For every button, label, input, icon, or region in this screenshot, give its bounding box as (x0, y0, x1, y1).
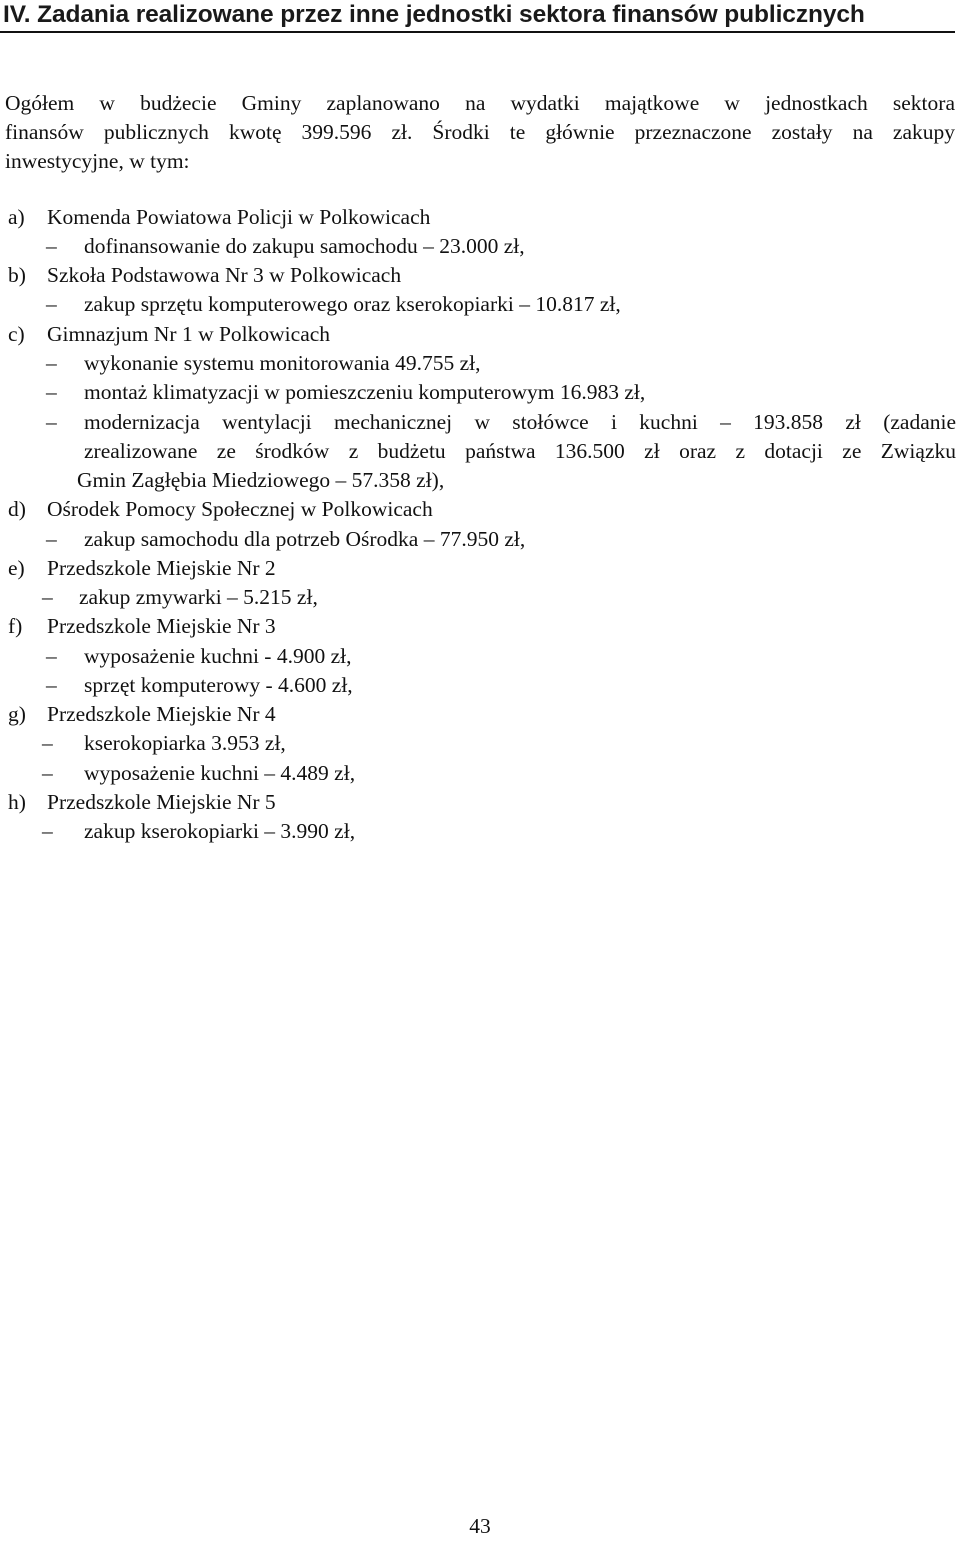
sub-item-text: wykonanie systemu monitorowania 49.755 zł, (84, 351, 481, 375)
sub-item-text: wyposażenie kuchni – 4.489 zł, (84, 761, 356, 785)
sub-item-text: Gmin Zagłębia Miedziowego – 57.358 zł), (77, 468, 445, 492)
item-letter: f) (8, 614, 23, 638)
item-name: Gimnazjum Nr 1 w Polkowicach (47, 322, 331, 346)
item-name: Przedszkole Miejskie Nr 3 (47, 614, 276, 638)
item-letter: g) (8, 702, 26, 726)
item-name: Ośrodek Pomocy Społecznej w Polkowicach (47, 497, 433, 521)
sub-item-text: zakup sprzętu komputerowego oraz kserokopiarki – 10.817 zł, (84, 292, 621, 316)
dash-bullet: – (46, 351, 57, 375)
sub-item-text: zakup samochodu dla potrzeb Ośrodka – 77.950 zł, (84, 527, 526, 551)
section-title: IV. Zadania realizowane przez inne jednostki sektora finansów publicznych (3, 1, 865, 28)
intro-line-1: Ogółem w budżecie Gminy zaplanowano na wydatki majątkowe w jednostkach sektora (5, 91, 955, 115)
dash-bullet: – (46, 644, 57, 668)
dash-bullet: – (42, 585, 53, 609)
dash-bullet: – (42, 761, 53, 785)
intro-line-2: finansów publicznych kwotę 399.596 zł. Środki te głównie przeznaczone zostały na zakupy (5, 120, 955, 144)
sub-item-text: sprzęt komputerowy - 4.600 zł, (84, 673, 353, 697)
dash-bullet: – (42, 819, 53, 843)
intro-line-3: inwestycyjne, w tym: (5, 149, 190, 173)
sub-item-text: modernizacja wentylacji mechanicznej w stołówce i kuchni – 193.858 zł (zadanie (84, 410, 956, 434)
item-letter: a) (8, 205, 25, 229)
item-letter: b) (8, 263, 26, 287)
dash-bullet: – (46, 234, 57, 258)
dash-bullet: – (46, 410, 57, 434)
item-letter: d) (8, 497, 26, 521)
sub-item-text: zrealizowane ze środków z budżetu państwa 136.500 zł oraz z dotacji ze Związku (84, 439, 956, 463)
item-name: Komenda Powiatowa Policji w Polkowicach (47, 205, 431, 229)
sub-item-text: zakup zmywarki – 5.215 zł, (79, 585, 318, 609)
item-letter: h) (8, 790, 26, 814)
title-underline (0, 31, 955, 33)
sub-item-text: kserokopiarka 3.953 zł, (84, 731, 286, 755)
item-name: Przedszkole Miejskie Nr 5 (47, 790, 276, 814)
sub-item-text: zakup kserokopiarki – 3.990 zł, (84, 819, 356, 843)
sub-item-text: wyposażenie kuchni - 4.900 zł, (84, 644, 352, 668)
dash-bullet: – (46, 673, 57, 697)
sub-item-text: montaż klimatyzacji w pomieszczeniu komputerowym 16.983 zł, (84, 380, 646, 404)
page-number: 43 (469, 1514, 491, 1538)
item-name: Szkoła Podstawowa Nr 3 w Polkowicach (47, 263, 402, 287)
dash-bullet: – (42, 731, 53, 755)
intro-paragraph (5, 89, 955, 176)
item-name: Przedszkole Miejskie Nr 2 (47, 556, 276, 580)
sub-item-text: dofinansowanie do zakupu samochodu – 23.000 zł, (84, 234, 525, 258)
item-letter: e) (8, 556, 25, 580)
item-name: Przedszkole Miejskie Nr 4 (47, 702, 276, 726)
dash-bullet: – (46, 292, 57, 316)
dash-bullet: – (46, 527, 57, 551)
dash-bullet: – (46, 380, 57, 404)
item-letter: c) (8, 322, 25, 346)
